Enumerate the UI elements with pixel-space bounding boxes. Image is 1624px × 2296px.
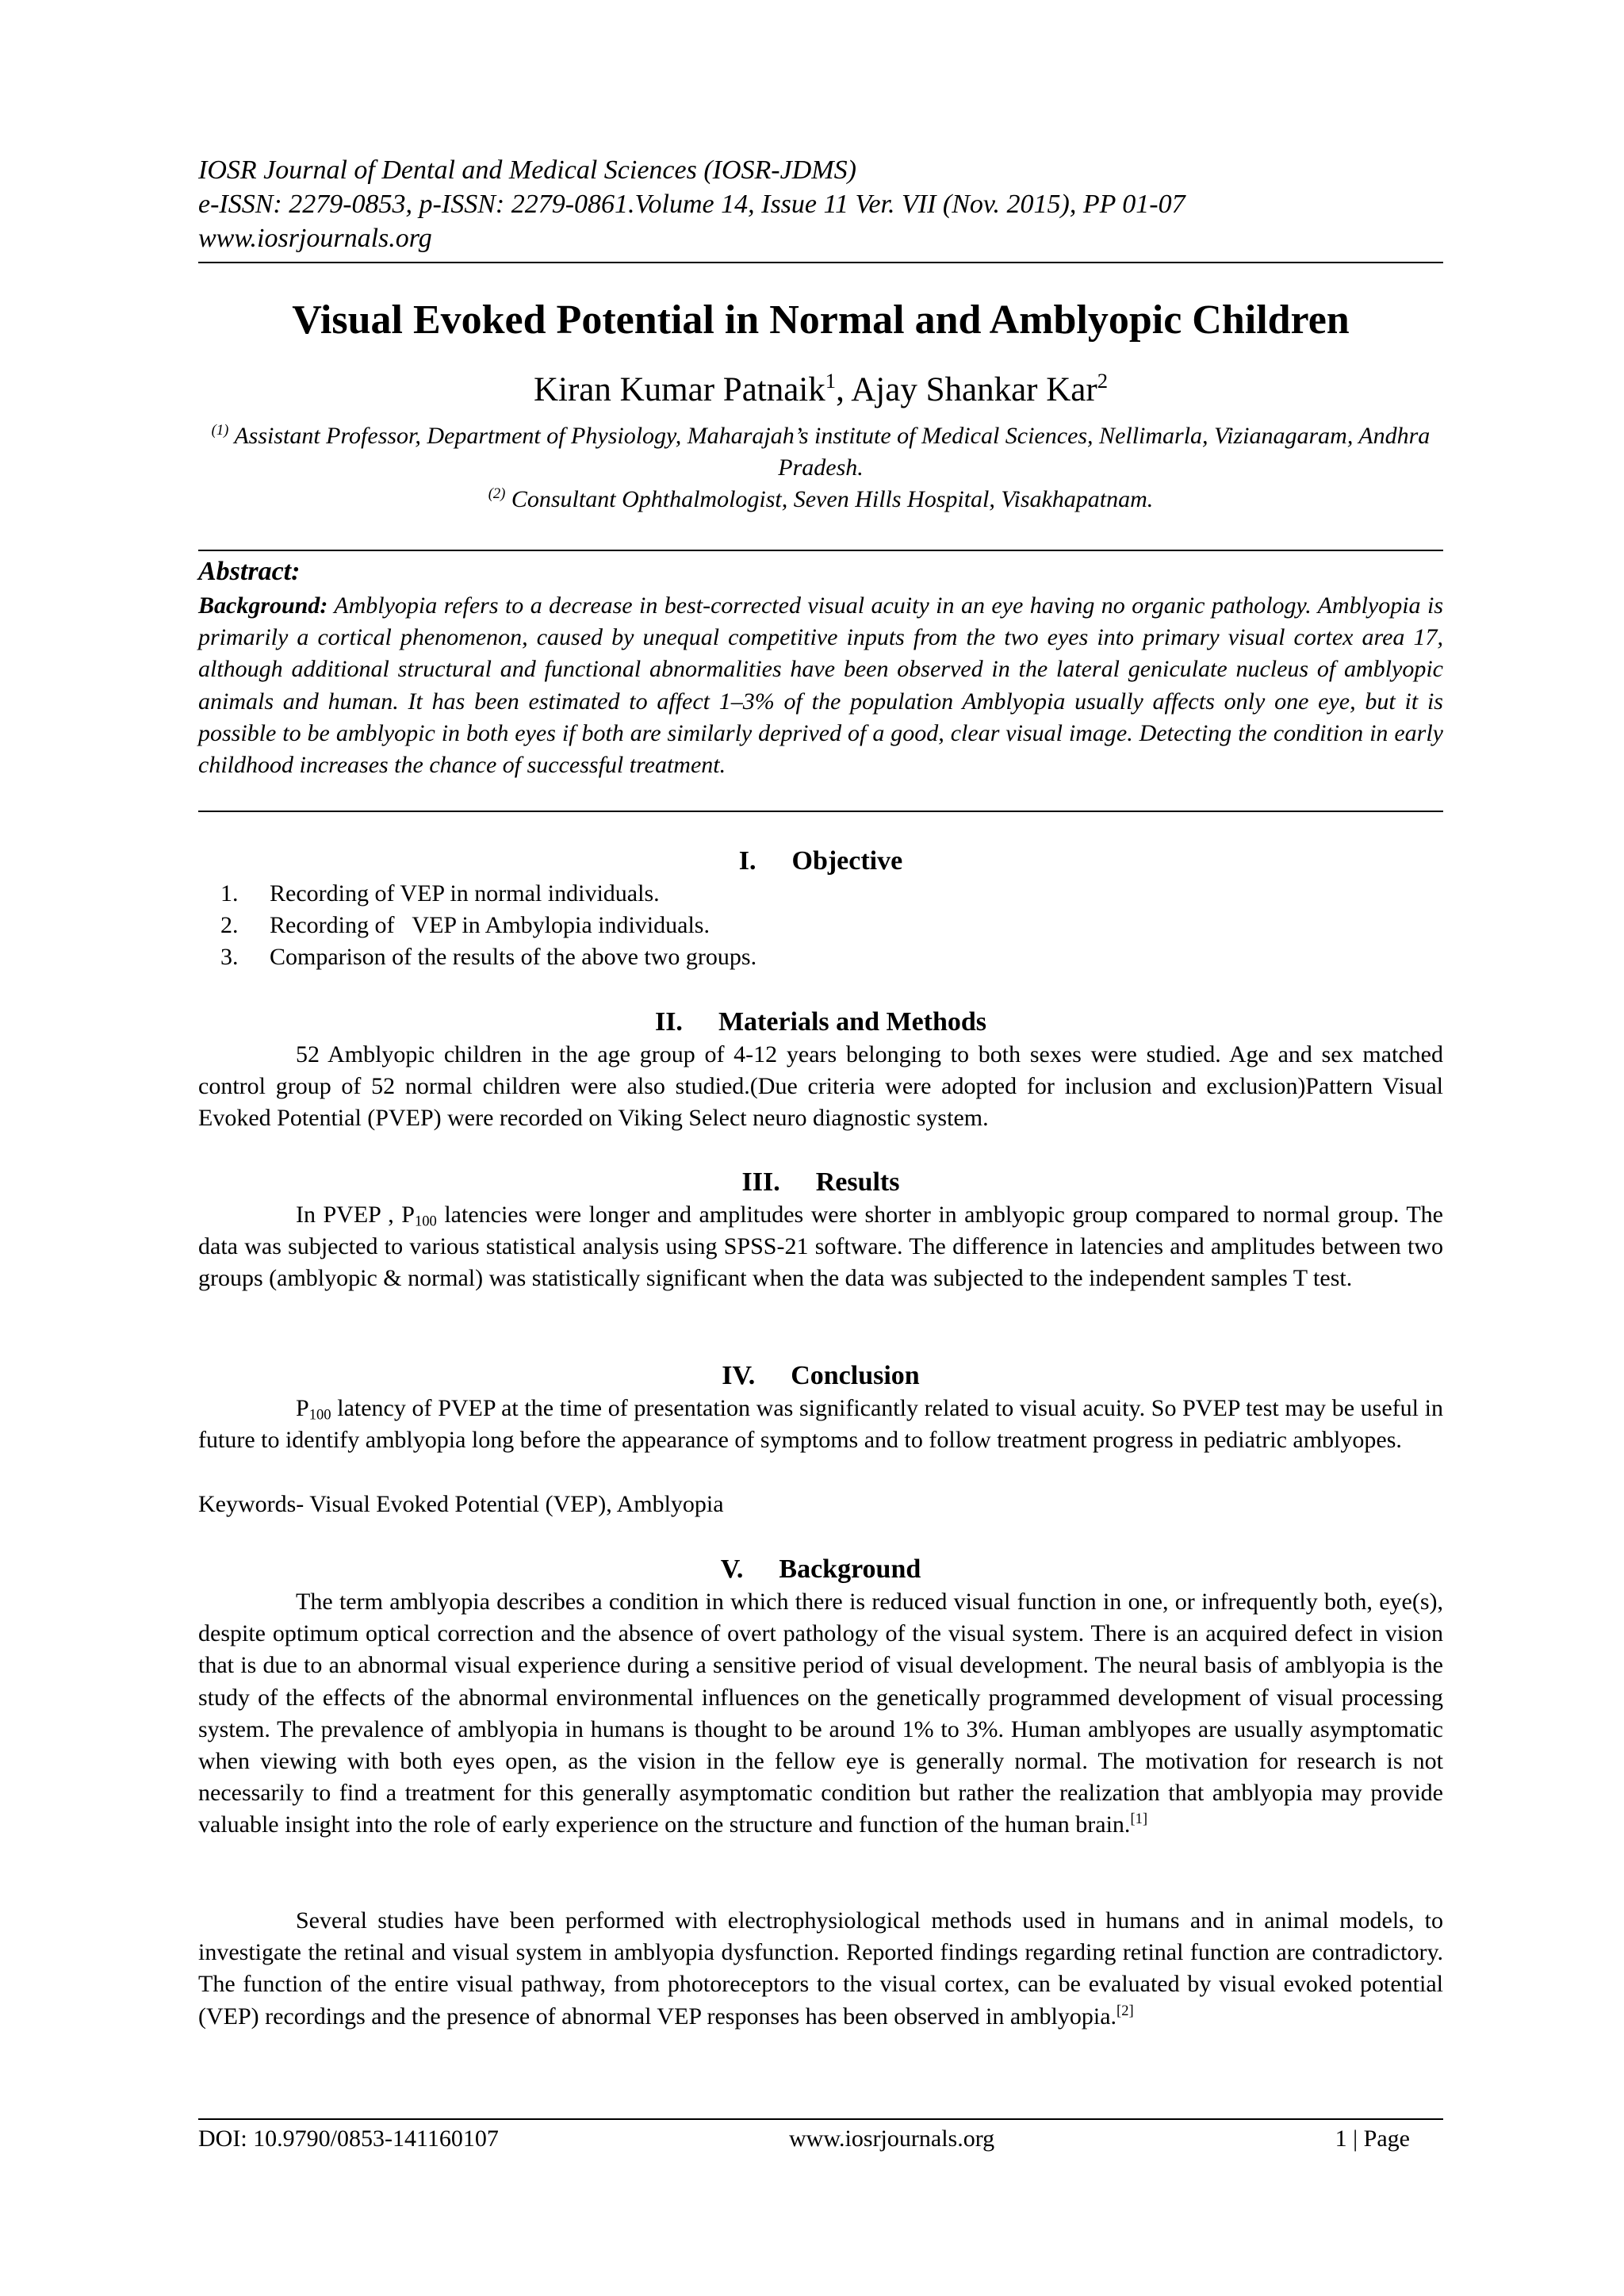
author-1: Kiran Kumar Patnaik (533, 371, 825, 408)
abstract-text: Amblyopia refers to a decrease in best-corrected visual acuity in an eye having no organic pathology. Amblyopia is primarily a cortical phenomenon, caused by unequal competitive inputs from the two eyes into primary visual cortex area 17, although additional structural and functional abnormalities have been observed in the lateral geniculate nucleus of amblyopic animals and human. It has been estimated to affect 1–3% of the population Amblyopia usually affects only one eye, but it is possible to be amblyopic in both eyes if both are similarly deprived of a good, clear visual image. Detecting the condition in early childhood increases the chance of successful treatment. (198, 592, 1443, 779)
methods-paragraph: 52 Amblyopic children in the age group of 4-12 years belonging to both sexes were studied. Age and sex matched control group of 52 normal children were also studied.(Due criteria were adopted for inclusion and exclusion)Pattern Visual Evoked Potential (PVEP) were recorded on Viking Select neuro diagnostic system. (198, 1041, 1443, 1132)
section-title: Background (779, 1554, 921, 1584)
affiliation-2-text: Consultant Ophthalmologist, Seven Hills Hospital, Visakhapatnam. (505, 486, 1154, 512)
footer-rule (198, 2118, 1443, 2120)
section-heading-methods (198, 1006, 1443, 1039)
background-p2-text: Several studies have been performed with electrophysiological methods used in humans and in animal models, to investigate the retinal and visual system in amblyopia dysfunction. Reported findings regarding retinal function are contradictory. The function of the entire visual pathway, from photoreceptors to the visual cortex, can be evaluated by visual evoked potential (VEP) recordings and the presence of abnormal VEP responses has been observed in amblyopia. (198, 1907, 1443, 2030)
objective-list (220, 878, 1442, 973)
footer-website[interactable]: www.iosrjournals.org (789, 2125, 995, 2152)
affiliation-2 (198, 484, 1443, 516)
results-subscript: 100 (414, 1213, 437, 1230)
journal-website[interactable]: www.iosrjournals.org (198, 224, 432, 253)
list-text: Comparison of the results of the above two groups. (270, 944, 757, 970)
keywords: Keywords- Visual Evoked Potential (VEP), Amblyopia (198, 1491, 724, 1517)
results-text-end: latencies were longer and amplitudes were shorter in amblyopic group compared to normal group. The data was subjected to various statistical analysis using SPSS-21 software. The difference in latencies and amplitudes between two groups (amblyopic & normal) was statistically significant when the data was subjected to the independent samples T test. (198, 1202, 1444, 1292)
list-item (220, 910, 1442, 941)
paper-title: Visual Evoked Potential in Normal and Amblyopic Children (292, 297, 1350, 343)
affiliation-1-mark: (1) (211, 421, 229, 439)
results-text-start: In PVEP , P (296, 1202, 415, 1228)
list-text: Recording of VEP in Ambylopia individuals. (270, 912, 710, 938)
section-title: Materials and Methods (718, 1007, 987, 1037)
conclusion-text-end: latency of PVEP at the time of presentation was significantly related to visual acuity. So PVEP test may be useful in future to identify amblyopia long before the appearance of symptoms and to follow treatment progress in pediatric amblyopes. (198, 1395, 1443, 1454)
section-title: Results (815, 1167, 900, 1197)
citation-ref[interactable]: [2] (1116, 2002, 1134, 2019)
section-number: III. (741, 1167, 780, 1197)
list-number: 1. (220, 880, 239, 907)
section-title: Conclusion (791, 1361, 920, 1390)
conclusion-paragraph (198, 1393, 1443, 1456)
affiliation-1-text: Assistant Professor, Department of Physiology, Maharajah’s institute of Medical Sciences, Nellimarla, Vizianagaram, Andhra Pradesh. (228, 423, 1431, 481)
list-item (220, 941, 1442, 973)
footer-doi: DOI: 10.9790/0853-141160107 (198, 2125, 499, 2152)
section-title: Objective (791, 846, 903, 876)
list-number: 3. (220, 944, 239, 970)
author-1-affil: 1 (825, 369, 837, 393)
list-item (220, 878, 1442, 910)
section-heading-conclusion (198, 1359, 1443, 1393)
journal-header (198, 153, 1443, 255)
footer-page-number: 1 | Page (1335, 2125, 1410, 2152)
section-number: II. (654, 1007, 683, 1037)
author-2-affil: 2 (1097, 369, 1109, 393)
background-p1-text: The term amblyopia describes a condition in which there is reduced visual function in one, or infrequently both, eye(s), despite optimum optical correction and the absence of overt pathology of the visual system. There is an acquired defect in vision that is due to an abnormal visual experience during a sensitive period of visual development. The neural basis of amblyopia is the study of the effects of the abnormal environmental influences on the genetically programmed development of visual processing system. The prevalence of amblyopia in humans is thought to be around 1% to 3%. Human amblyopes are usually asymptomatic when viewing with both eyes open, as the vision in the fellow eye is generally normal. The motivation for research is not necessarily to find a treatment for this generally asymptomatic condition but rather the realization that amblyopia may provide valuable insight into the role of early experience on the structure and function of the human brain. (198, 1589, 1443, 1838)
section-heading-background (198, 1553, 1443, 1586)
abstract-bottom-rule (198, 811, 1443, 812)
background-paragraph-1 (198, 1586, 1443, 1842)
header-rule (198, 262, 1443, 263)
affiliation-1 (198, 420, 1443, 484)
journal-issn: e-ISSN: 2279-0853, p-ISSN: 2279-0861.Volume 14, Issue 11 Ver. VII (Nov. 2015), PP 01-07 (198, 190, 1185, 219)
section-number: V. (720, 1554, 744, 1584)
results-paragraph (198, 1199, 1443, 1295)
section-heading-results (198, 1166, 1443, 1199)
list-text: Recording of VEP in normal individuals. (270, 880, 660, 907)
background-paragraph-2 (198, 1905, 1443, 2033)
list-number: 2. (220, 912, 239, 938)
author-2: Ajay Shankar Kar (851, 371, 1097, 408)
affiliations (198, 420, 1443, 516)
section-heading-objective (198, 845, 1443, 878)
author-separator: , (836, 371, 852, 408)
section-number: I. (738, 846, 756, 876)
journal-name: IOSR Journal of Dental and Medical Sciences (IOSR-JDMS) (198, 155, 856, 185)
abstract-heading: Abstract: (198, 557, 301, 586)
abstract-label: Background: (198, 592, 328, 619)
abstract-body (198, 590, 1443, 781)
conclusion-subscript: 100 (308, 1406, 331, 1424)
section-number: IV. (722, 1361, 756, 1390)
citation-ref[interactable]: [1] (1130, 1811, 1148, 1828)
affiliation-2-mark: (2) (488, 485, 506, 502)
author-list (198, 369, 1443, 412)
abstract-top-rule (198, 550, 1443, 551)
conclusion-text-start: P (296, 1395, 309, 1421)
